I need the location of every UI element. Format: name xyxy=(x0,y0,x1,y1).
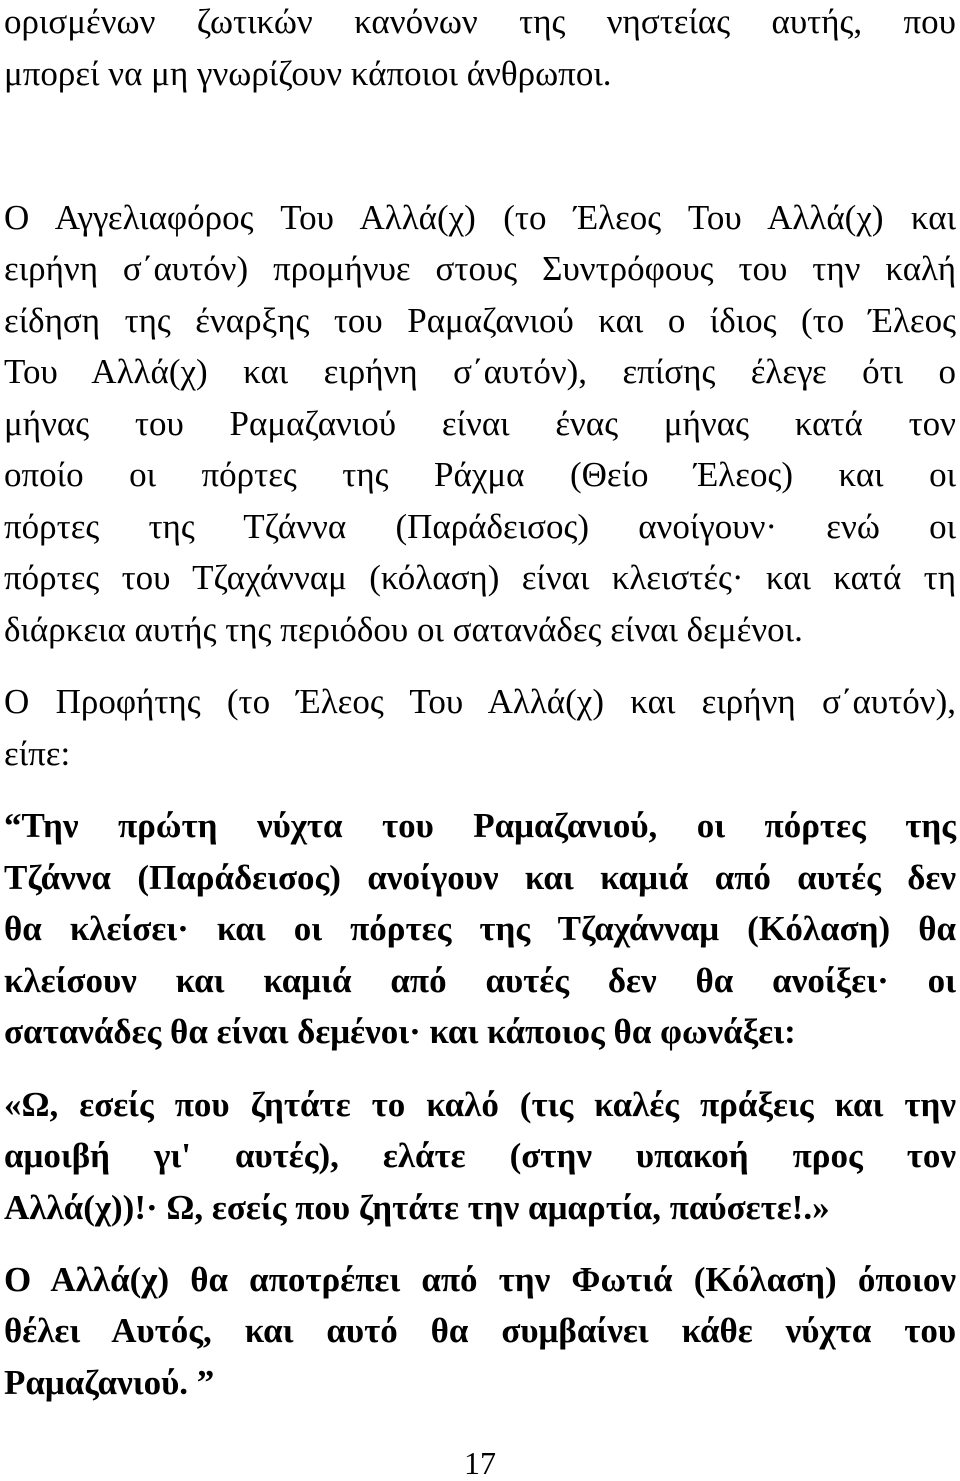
messenger-line-1: Ο Αγγελιαφόρος Του Αλλά(χ) (το Έλεος Του Αλλά(χ) και xyxy=(4,198,956,237)
messenger-line-3: είδηση της έναρξης του Ραμαζανιού και ο ίδιος (το Έλεος xyxy=(4,301,956,340)
hadith-line-4: κλείσουν και καμιά από αυτές δεν θα ανοίξει· οι xyxy=(4,961,956,1000)
hadith-line-1: “Την πρώτη νύχτα του Ραμαζανιού, οι πόρτες της xyxy=(4,806,956,845)
hadith-line-2: Τζάννα (Παράδεισος) ανοίγουν και καμιά από αυτές δεν xyxy=(4,858,956,897)
messenger-line-9: διάρκεια αυτής της περιόδου οι σατανάδες είναι δεμένοι. xyxy=(4,610,803,649)
call-line-1: «Ω, εσείς που ζητάτε το καλό (τις καλές πράξεις και την xyxy=(4,1085,956,1124)
conclusion-line-2: θέλει Αυτός, και αυτό θα συμβαίνει κάθε νύχτα του xyxy=(4,1311,956,1350)
conclusion-line-1: Ο Αλλά(χ) θα αποτρέπει από την Φωτιά (Κόλαση) όποιον xyxy=(4,1260,956,1299)
hadith-line-3: θα κλείσει· και οι πόρτες της Τζαχάνναμ (Κόλαση) θα xyxy=(4,909,956,948)
intro-line-1: ορισμένων ζωτικών κανόνων της νηστείας αυτής, που xyxy=(4,2,956,41)
messenger-line-7: πόρτες της Τζάννα (Παράδεισος) ανοίγουν· ενώ οι xyxy=(4,507,956,546)
prophet-line-1: Ο Προφήτης (το Έλεος Του Αλλά(χ) και ειρήνη σ΄αυτόν), xyxy=(4,682,956,721)
messenger-line-6: οποίο οι πόρτες της Ράχμα (Θείο Έλεος) και οι xyxy=(4,455,956,494)
messenger-line-5: μήνας του Ραμαζανιού είναι ένας μήνας κατά τον xyxy=(4,404,956,443)
intro-line-2: μπορεί να μη γνωρίζουν κάποιοι άνθρωποι. xyxy=(4,54,612,93)
messenger-line-4: Του Αλλά(χ) και ειρήνη σ΄αυτόν), επίσης έλεγε ότι ο xyxy=(4,352,956,391)
hadith-line-5: σατανάδες θα είναι δεμένοι· και κάποιος θα φωνάξει: xyxy=(4,1012,796,1051)
call-line-2: αμοιβή γι' αυτές), ελάτε (στην υπακοή προς τον xyxy=(4,1136,956,1175)
messenger-line-2: ειρήνη σ΄αυτόν) προμήνυε στους Συντρόφους του την καλή xyxy=(4,249,956,288)
messenger-line-8: πόρτες του Τζαχάνναμ (κόλαση) είναι κλειστές· και κατά τη xyxy=(4,558,956,597)
prophet-line-2: είπε: xyxy=(4,734,71,773)
call-line-3: Αλλά(χ))!· Ω, εσείς που ζητάτε την αμαρτία, παύσετε!.» xyxy=(4,1188,830,1227)
conclusion-line-3: Ραμαζανιού. ” xyxy=(4,1363,215,1402)
page-number: 17 xyxy=(464,1445,496,1481)
